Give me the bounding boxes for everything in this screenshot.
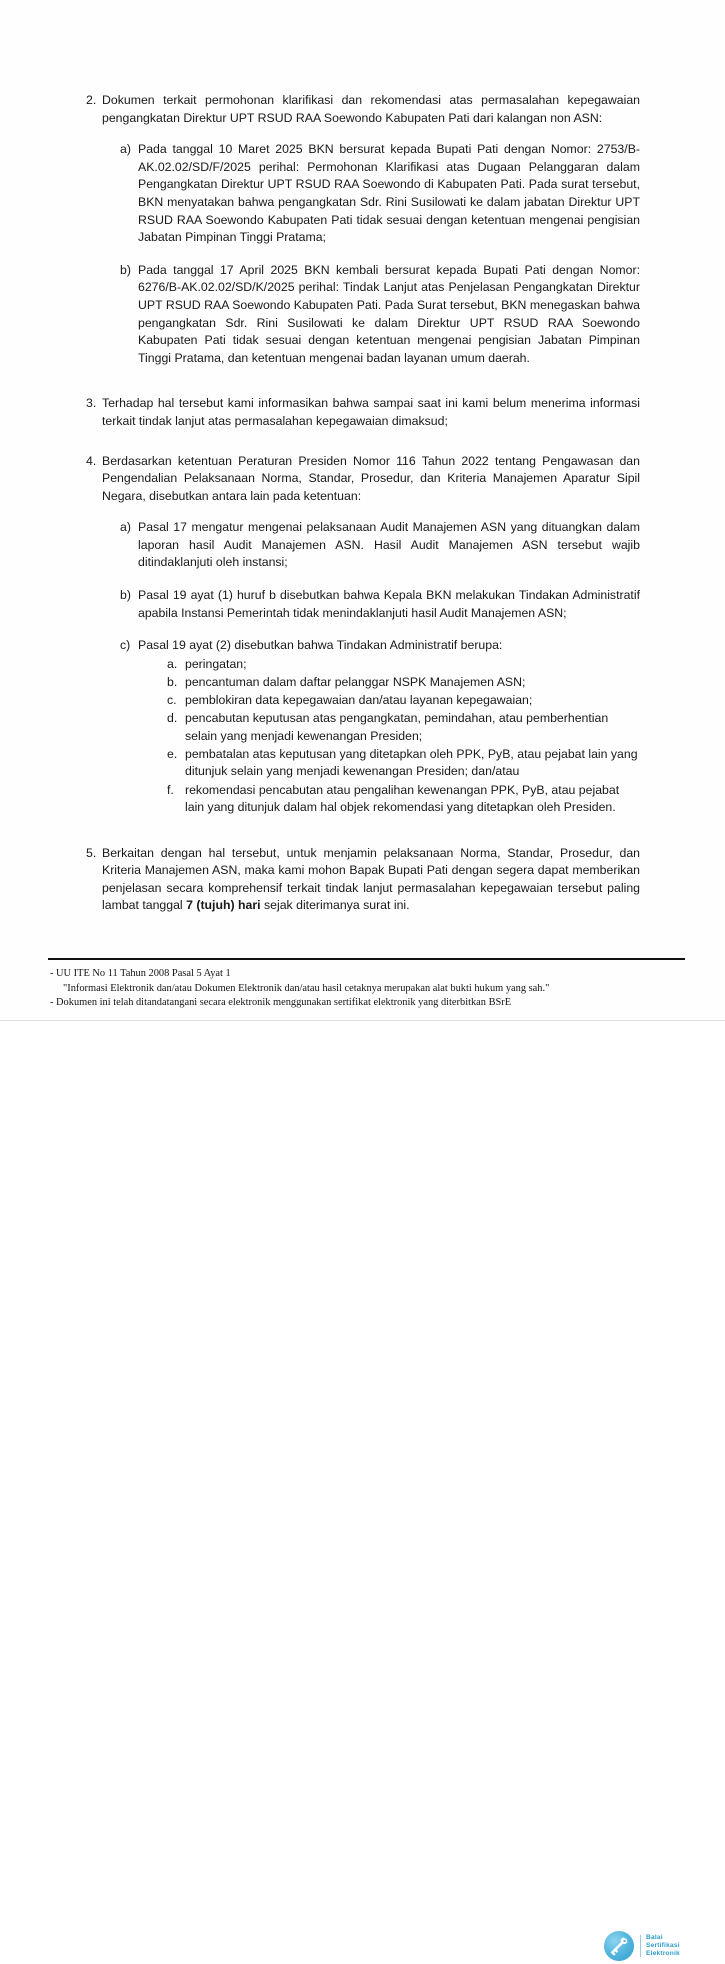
footer-line-1: - UU ITE No 11 Tahun 2008 Pasal 5 Ayat 1 — [50, 968, 231, 979]
item5-text-before-bold: Berkaitan dengan hal tersebut, untuk menjamin pelaksanaan Norma, Standar, Prosedur, dan Kriteria Manajemen ASN, maka kami mohon Bapak Bupati Pati dengan segera dapat memberikan penjelasan secara komprehensif terkait tindak lanjut permasalahan kepegawaian tersebut paling lambat tanggal — [102, 845, 640, 913]
sublist-item-4c-d — [167, 710, 640, 745]
sublist-item-4c-f — [167, 782, 640, 817]
bsre-key-circle-icon — [604, 1931, 634, 1961]
sublist-item-text: Pada tanggal 17 April 2025 BKN kembali bersurat kepada Bupati Pati dengan Nomor: 6276/B-AK.02.02/SD/K/2025 perihal: Tindak Lanjut atas Penjelasan Pengangkatan Direktur UPT RSUD RAA Soewondo Kabupaten Pati. Pada Surat tersebut, BKN menegaskan bahwa pengangkatan Sdr. Rini Susilowati ke dalam Direktur UPT RSUD RAA Soewondo Kabupaten Pati tidak sesuai dengan ketentuan mengenai pengisian Jabatan Pimpinan Tinggi Pratama, dan ketentuan mengenai badan layanan umum daerah. — [138, 262, 640, 365]
list-item-text: Terhadap hal tersebut kami informasikan bahwa sampai saat ini kami belum menerima informasi terkait tindak lanjut atas permasalahan kepegawaian dimaksud; — [102, 396, 640, 428]
footer-line-3: - Dokumen ini telah ditandatangani secara elektronik menggunakan sertifikat elektronik yang diterbitkan BSrE — [50, 997, 512, 1009]
item5-text-after-bold: sejak diterimanya surat ini. — [260, 898, 410, 913]
list-marker: 3. — [86, 396, 97, 411]
sublist-marker: f. — [167, 782, 174, 797]
sublist-item-4c — [120, 637, 640, 816]
sublist-item-2a — [120, 141, 640, 247]
sublist-marker: b) — [120, 588, 131, 603]
sublist-marker: e. — [167, 746, 178, 761]
bsre-word-2: Sertifikasi — [646, 1941, 680, 1949]
list-item-5 — [86, 845, 640, 915]
page-footer — [0, 953, 725, 1958]
footer-legal-notice — [50, 967, 595, 1011]
bsre-word-3: Elektronik — [646, 1950, 680, 1958]
sublist-marker: d. — [167, 711, 178, 726]
sublist-item-2b — [120, 262, 640, 368]
sublist-item-text: Pasal 19 ayat (1) huruf b disebutkan bahwa Kepala BKN melakukan Tindakan Administratif apabila Instansi Pemerintah tidak menindaklanjuti hasil Audit Manajemen ASN; — [138, 588, 640, 620]
sublist-item-text: Pasal 17 mengatur mengenai pelaksanaan Audit Manajemen ASN yang dituangkan dalam laporan hasil Audit Manajemen ASN. Hasil Audit Manajemen ASN tersebut wajib ditindaklanjuti oleh instansi; — [138, 520, 640, 570]
footer-divider-rule — [48, 958, 685, 960]
bsre-logo-divider — [640, 1935, 641, 1957]
list-marker: 5. — [86, 845, 97, 860]
sublist-item-text: pemblokiran data kepegawaian dan/atau layanan kepegawaian; — [185, 693, 533, 708]
sublist-marker: a) — [120, 520, 131, 535]
sublist-2 — [102, 141, 640, 367]
sublist-item-text: pencantuman dalam daftar pelanggar NSPK Manajemen ASN; — [185, 674, 526, 689]
list-marker: 2. — [86, 93, 97, 107]
sublist-item-text: pembatalan atas keputusan yang ditetapkan oleh PPK, PyB, atau pejabat lain yang ditunjuk selain yang menjadi kewenangan Presiden; dan/atau — [185, 746, 638, 779]
bsre-logo-text — [646, 1934, 680, 1959]
sublist-item-4c-b — [167, 674, 640, 692]
list-item-3 — [86, 395, 640, 430]
sublist-marker: a) — [120, 142, 131, 157]
sublist-4c-letters — [167, 656, 640, 817]
section-spacer — [86, 383, 640, 395]
list-marker: 4. — [86, 453, 97, 468]
sublist-item-text: Pada tanggal 10 Maret 2025 BKN bersurat kepada Bupati Pati dengan Nomor: 2753/B-AK.02.02/SD/F/2025 perihal: Permohonan Klarifikasi atas Dugaan Pelanggaran dalam Pengangkatan Direktur UPT RSUD RAA Soewondo di Kabupaten Pati. Pada surat tersebut, BKN menyatakan bahwa pengangkatan Sdr. Rini Susilowati ke dalam jabatan Direktur UPT RSUD RAA Soewondo Kabupaten Pati tidak sesuai dengan ketentuan mengenai pengisian Jabatan Pimpinan Tinggi Pratama; — [138, 142, 640, 245]
sublist-marker: b) — [120, 262, 131, 277]
bsre-word-1: Balai — [646, 1933, 663, 1941]
sublist-item-text: rekomendasi pencabutan atau pengalihan kewenangan PPK, PyB, atau pejabat lain yang ditunjuk dalam hal objek rekomendasi yang ditetapkan oleh Presiden. — [185, 782, 620, 815]
sublist-item-4a — [120, 519, 640, 572]
document-body — [86, 92, 640, 931]
list-item-2 — [86, 92, 640, 367]
sublist-item-text: pencabutan keputusan atas pengangkatan, pemindahan, atau pemberhentian selain yang menjadi kewenangan Presiden; — [185, 711, 609, 743]
sublist-item-4c-c — [167, 692, 640, 710]
footer-bottom-edge — [0, 1020, 725, 1021]
sublist-item-text: Pasal 19 ayat (2) disebutkan bahwa Tindakan Administratif berupa: — [138, 638, 503, 653]
list-item-text: Berdasarkan ketentuan Peraturan Presiden Nomor 116 Tahun 2022 tentang Pengawasan dan Pengendalian Pelaksanaan Norma, Standar, Prosedur, dan Kriteria Manajemen Aparatur Sipil Negara, disebutkan antara lain pada ketentuan: — [102, 453, 640, 503]
sublist-item-4b — [120, 587, 640, 622]
sublist-4 — [102, 519, 640, 816]
section-spacer — [86, 833, 640, 845]
footer-line-2: "Informasi Elektronik dan/atau Dokumen Elektronik dan/atau hasil cetaknya merupakan alat bukti hukum yang sah." — [63, 982, 550, 994]
sublist-marker: a. — [167, 656, 178, 671]
list-item-4 — [86, 453, 640, 817]
bsre-logo — [604, 1928, 700, 1964]
sublist-marker: c. — [167, 693, 177, 708]
list-item-text: Dokumen terkait permohonan klarifikasi dan rekomendasi atas permasalahan kepegawaian pengangkatan Direktur UPT RSUD RAA Soewondo Kabupaten Pati dari kalangan non ASN: — [102, 93, 640, 125]
sublist-marker: b. — [167, 674, 178, 689]
list-item-text — [102, 845, 640, 915]
sublist-item-4c-a — [167, 656, 640, 674]
item5-deadline-bold: 7 (tujuh) hari — [186, 898, 261, 913]
sublist-marker: c) — [120, 638, 131, 653]
sublist-item-4c-e — [167, 746, 640, 781]
sublist-item-text: peringatan; — [185, 656, 247, 671]
